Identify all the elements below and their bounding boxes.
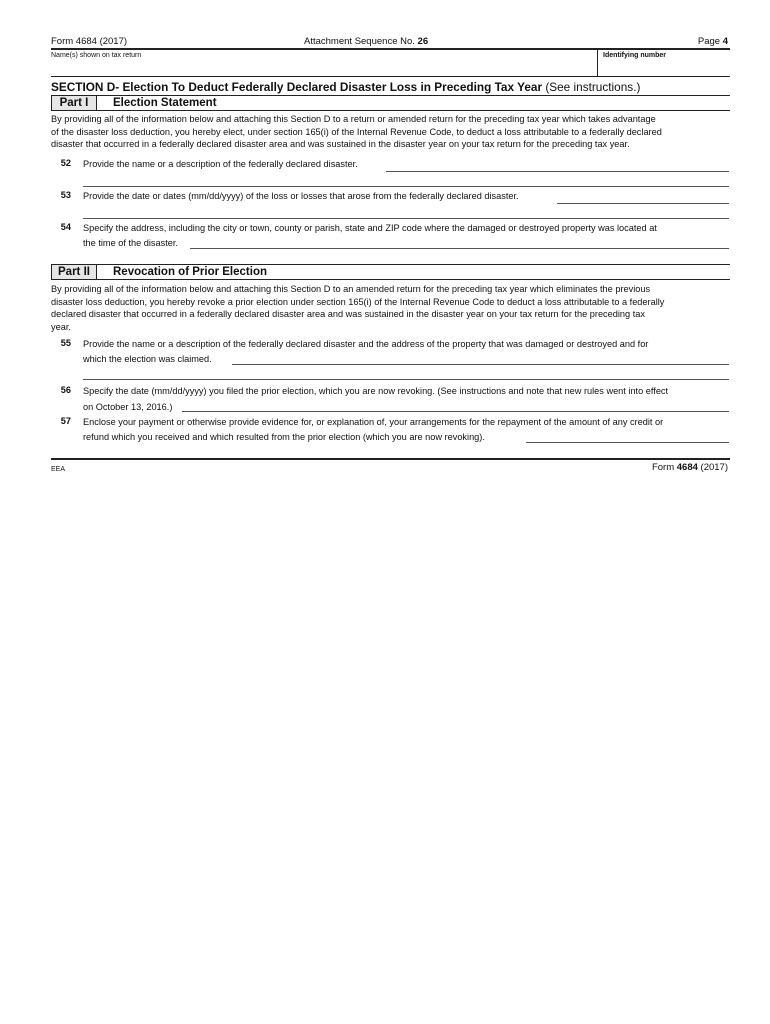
page-value: 4: [722, 36, 728, 47]
part2-title: Revocation of Prior Election: [113, 266, 267, 278]
footer-form-id: [652, 462, 728, 474]
header-bottom-rule: [51, 76, 730, 77]
line-57-text-1: Enclose your payment or otherwise provide evidence for, or explanation of, your arrangements for the repayment of the amount of any credit or: [83, 417, 664, 427]
names-label: Name(s) shown on tax return: [51, 52, 142, 59]
header-rule: [51, 48, 730, 50]
identifying-number-field[interactable]: [600, 60, 728, 76]
footer-eea: EEA: [51, 466, 66, 473]
part2-intro-line-1: By providing all of the information below and attaching this Section D to an amended return for the preceding tax year which eliminates the previous: [51, 284, 651, 294]
part1-intro: [51, 113, 731, 151]
line-54-text-2: the time of the disaster.: [83, 238, 178, 248]
line-53-field-2[interactable]: [83, 218, 729, 219]
part1-bottom-rule: [51, 110, 730, 111]
part2-intro-line-2: disaster loss deduction, you hereby revoke a prior election under section 165(i) of the Internal Revenue Code to deduct a loss attributable to a federally: [51, 296, 665, 307]
line-55-text-2: which the election was claimed.: [83, 354, 212, 364]
line-54-number: 54: [60, 222, 71, 232]
part1-label: Part I: [51, 95, 97, 111]
sequence-number: 26: [417, 36, 429, 47]
line-57-field[interactable]: [526, 442, 729, 443]
part1-intro-line-2: of the disaster loss deduction, you hereby elect, under section 165(i) of the Internal Revenue Code, to deduct a loss attributable to a federally declared: [51, 126, 662, 137]
line-53-field[interactable]: [557, 203, 729, 204]
line-56-text-1: Specify the date (mm/dd/yyyy) you filed the prior election, which you are now revoking. (See instructions and note that new rules went into effect: [83, 386, 669, 396]
section-title: [51, 80, 640, 94]
part2-intro: [51, 283, 731, 333]
header-divider: [597, 49, 598, 76]
part2-intro-line-3: declared disaster that occurred in a federally declared disaster area and was sustained in the disaster year on your tax return for the preceding tax: [51, 309, 645, 320]
footer-form-year: (2017): [700, 462, 728, 473]
line-56-number: 56: [60, 385, 71, 395]
line-56-field[interactable]: [182, 411, 729, 412]
part2-intro-line-4: year.: [51, 321, 71, 332]
section-title-text: SECTION D- Election To Deduct Federally Declared Disaster Loss in Preceding Tax Year: [51, 80, 543, 94]
form-id: Form 4684 (2017): [51, 36, 128, 47]
part2-bottom-rule: [51, 279, 730, 280]
sequence-label: Attachment Sequence No.: [304, 36, 415, 47]
page-label: Page: [697, 36, 721, 47]
names-field[interactable]: [52, 60, 596, 76]
line-55-field[interactable]: [232, 364, 729, 365]
attachment-sequence: [304, 36, 428, 48]
line-54-text-1: Specify the address, including the city or town, county or parish, state and ZIP code where the damaged or destroyed property was located at: [83, 223, 657, 233]
line-55-field-2[interactable]: [83, 379, 729, 380]
part2-label: Part II: [51, 264, 97, 280]
line-55-number: 55: [60, 338, 71, 348]
line-54-field[interactable]: [190, 248, 729, 249]
part1-intro-line-1: By providing all of the information below and attaching this Section D to a return or amended return for the preceding tax year which takes advantage: [51, 114, 656, 124]
line-53-text: Provide the date or dates (mm/dd/yyyy) of the loss or losses that arose from the federally declared disaster.: [83, 191, 519, 201]
line-52-number: 52: [60, 158, 71, 168]
section-title-note: (See instructions.): [545, 80, 641, 94]
line-53-number: 53: [60, 190, 71, 200]
identifying-number-label: Identifying number: [603, 52, 666, 59]
line-57-text-2: refund which you received and which resulted from the prior election (which you are now revoking).: [83, 432, 485, 442]
line-52-field-2[interactable]: [83, 186, 729, 187]
line-57-number: 57: [60, 416, 71, 426]
footer-rule: [51, 458, 730, 460]
line-52-text: Provide the name or a description of the federally declared disaster.: [83, 159, 358, 169]
part1-intro-line-3: disaster that occurred in a federally declared disaster area and was sustained in the disaster year on your tax return for the preceding tax year.: [51, 139, 630, 150]
page-number: [698, 36, 728, 48]
line-55-text-1: Provide the name or a description of the federally declared disaster and the address of the property that was damaged or destroyed and for: [83, 339, 649, 349]
part1-title: Election Statement: [113, 97, 217, 109]
footer-form-number: 4684: [676, 462, 698, 473]
line-56-text-2: on October 13, 2016.): [83, 402, 173, 412]
line-52-field[interactable]: [386, 171, 729, 172]
footer-form-prefix: Form: [651, 462, 675, 473]
